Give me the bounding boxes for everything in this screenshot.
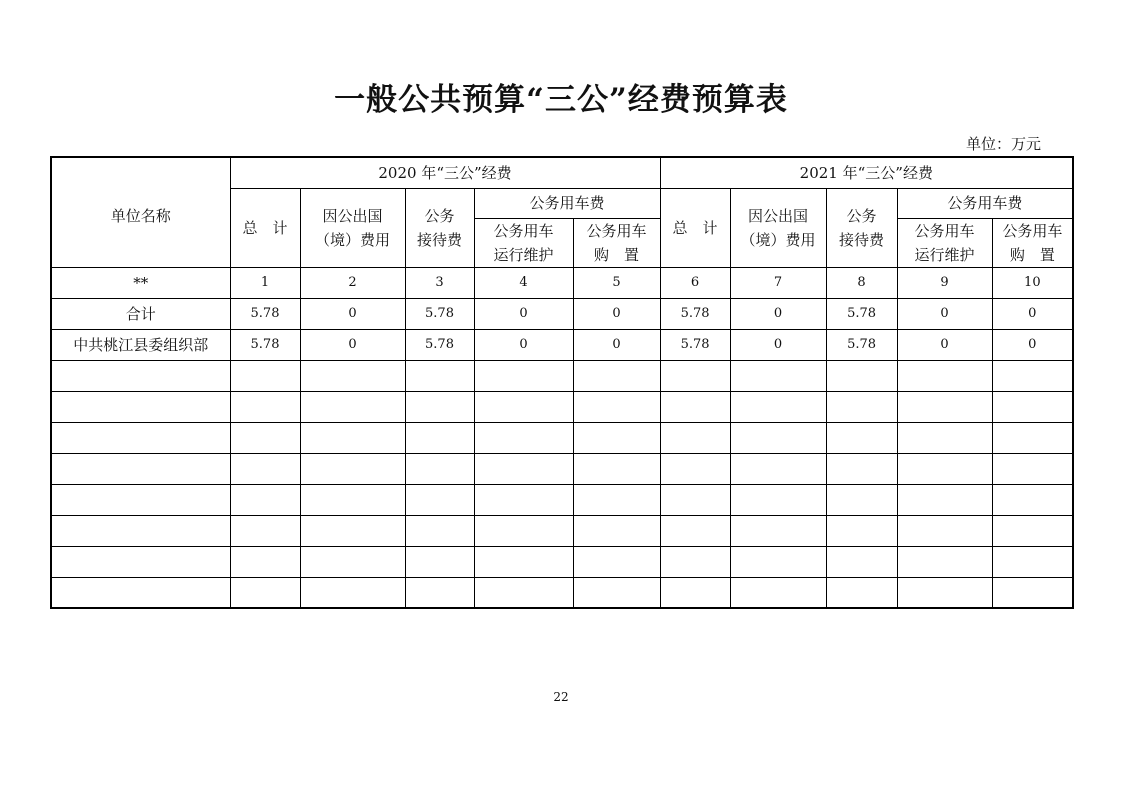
empty-row — [51, 546, 1073, 577]
table-cell — [300, 484, 405, 515]
table-row — [51, 298, 1073, 329]
vehicle-buy-2020-l1: 公务用车 — [586, 221, 647, 240]
vehicle-buy-2020-l2: 购 置 — [594, 245, 640, 264]
table-cell: 0 — [300, 329, 405, 360]
row-label-cell — [51, 577, 230, 608]
table-cell: 7 — [730, 267, 826, 298]
table-cell: 0 — [992, 329, 1073, 360]
vehicle-op-2020-l1: 公务用车 — [493, 221, 554, 240]
table-cell — [992, 422, 1073, 453]
abroad-header-2021-l1: 因公出国 — [748, 206, 809, 225]
table-cell: 0 — [730, 298, 826, 329]
table-cell — [826, 577, 897, 608]
table-cell — [730, 360, 826, 391]
table-cell — [730, 484, 826, 515]
table-cell: 5.78 — [405, 298, 474, 329]
table-cell — [660, 422, 730, 453]
group-2020-header: 2020 年“三公”经费 — [230, 157, 660, 188]
table-cell: 5.78 — [826, 329, 897, 360]
table-cell: 5.78 — [405, 329, 474, 360]
row-label-cell — [51, 546, 230, 577]
table-cell — [573, 453, 660, 484]
table-cell — [992, 577, 1073, 608]
table-cell — [826, 453, 897, 484]
table-cell — [405, 360, 474, 391]
table-cell — [730, 515, 826, 546]
table-cell: 1 — [230, 267, 300, 298]
table-cell — [826, 484, 897, 515]
table-cell: 5.78 — [660, 298, 730, 329]
reception-header-2020-l2: 接待费 — [416, 230, 462, 249]
budget-table — [50, 156, 1074, 609]
table-cell — [992, 546, 1073, 577]
table-cell — [573, 391, 660, 422]
table-cell — [405, 453, 474, 484]
table-cell — [897, 360, 992, 391]
empty-row — [51, 422, 1073, 453]
table-cell — [573, 577, 660, 608]
row-label-cell — [51, 484, 230, 515]
table-cell: 10 — [992, 267, 1073, 298]
table-cell — [474, 546, 573, 577]
table-cell — [474, 484, 573, 515]
table-cell — [474, 453, 573, 484]
table-cell — [660, 453, 730, 484]
vehicle-header-2021: 公务用车费 — [897, 188, 1073, 218]
table-cell — [300, 453, 405, 484]
table-cell: 0 — [992, 298, 1073, 329]
table-cell — [573, 484, 660, 515]
table-cell — [405, 391, 474, 422]
row-label-cell: 中共桃江县委组织部 — [51, 329, 230, 360]
header-row-1 — [51, 157, 1073, 188]
vehicle-buy-header-2021 — [992, 218, 1073, 267]
abroad-header-2020 — [300, 188, 405, 267]
table-cell — [573, 546, 660, 577]
table-cell — [826, 360, 897, 391]
table-cell — [300, 422, 405, 453]
vehicle-header-2020: 公务用车费 — [474, 188, 660, 218]
table-cell — [405, 546, 474, 577]
table-cell: 0 — [474, 298, 573, 329]
table-cell — [230, 515, 300, 546]
table-cell — [300, 391, 405, 422]
reception-header-2020 — [405, 188, 474, 267]
table-cell — [730, 422, 826, 453]
table-cell — [826, 515, 897, 546]
table-cell: 9 — [897, 267, 992, 298]
row-label-cell — [51, 515, 230, 546]
table-cell — [573, 422, 660, 453]
table-cell — [897, 515, 992, 546]
table-cell — [405, 422, 474, 453]
table-cell — [474, 391, 573, 422]
table-cell — [730, 391, 826, 422]
empty-row — [51, 453, 1073, 484]
abroad-header-2020-l1: 因公出国 — [322, 206, 383, 225]
table-cell — [660, 577, 730, 608]
table-cell — [405, 515, 474, 546]
group-2021-header: 2021 年“三公”经费 — [660, 157, 1073, 188]
table-cell — [992, 360, 1073, 391]
empty-row — [51, 484, 1073, 515]
empty-row — [51, 360, 1073, 391]
table-cell — [300, 360, 405, 391]
table-cell: 4 — [474, 267, 573, 298]
table-cell: 0 — [474, 329, 573, 360]
table-cell: 6 — [660, 267, 730, 298]
table-cell — [300, 546, 405, 577]
empty-row — [51, 515, 1073, 546]
table-cell — [230, 577, 300, 608]
table-cell: 5.78 — [230, 298, 300, 329]
table-cell — [897, 546, 992, 577]
total-header-2020: 总 计 — [230, 188, 300, 267]
abroad-header-2021 — [730, 188, 826, 267]
row-label-cell — [51, 360, 230, 391]
reception-header-2020-l1: 公务 — [424, 206, 455, 225]
table-cell — [730, 453, 826, 484]
table-cell: 0 — [897, 329, 992, 360]
total-header-2021: 总 计 — [660, 188, 730, 267]
row-label-cell: 合计 — [51, 298, 230, 329]
table-cell: 5.78 — [230, 329, 300, 360]
table-cell — [992, 453, 1073, 484]
table-cell: 5.78 — [660, 329, 730, 360]
table-cell — [230, 422, 300, 453]
table-cell — [474, 422, 573, 453]
unit-label: 单位：万元 — [966, 135, 1042, 153]
reception-header-2021-l1: 公务 — [846, 206, 877, 225]
table-cell: 0 — [730, 329, 826, 360]
table-cell — [230, 360, 300, 391]
table-cell: 0 — [573, 298, 660, 329]
table-cell: 0 — [897, 298, 992, 329]
table-cell — [405, 577, 474, 608]
row-label-cell — [51, 453, 230, 484]
table-cell: 5.78 — [826, 298, 897, 329]
reception-header-2021-l2: 接待费 — [839, 230, 885, 249]
table-cell — [230, 453, 300, 484]
table-cell — [897, 577, 992, 608]
table-cell — [230, 391, 300, 422]
table-cell — [826, 546, 897, 577]
empty-row — [51, 391, 1073, 422]
table-cell — [660, 360, 730, 391]
abroad-header-2020-l2: （境）费用 — [314, 230, 390, 249]
table-cell — [730, 577, 826, 608]
table-cell — [992, 391, 1073, 422]
table-cell: 8 — [826, 267, 897, 298]
page-title: 一般公共预算“三公”经费预算表 — [334, 82, 788, 118]
table-cell — [474, 360, 573, 391]
vehicle-buy-2021-l1: 公务用车 — [1002, 221, 1063, 240]
index-row — [51, 267, 1073, 298]
table-cell — [660, 484, 730, 515]
table-cell — [573, 515, 660, 546]
table-cell — [660, 546, 730, 577]
vehicle-op-header-2020 — [474, 218, 573, 267]
table-cell — [573, 360, 660, 391]
table-cell — [405, 484, 474, 515]
vehicle-op-2021-l1: 公务用车 — [914, 221, 975, 240]
table-row — [51, 329, 1073, 360]
table-cell — [474, 577, 573, 608]
table-cell — [897, 422, 992, 453]
table-cell — [992, 484, 1073, 515]
table-cell: 5 — [573, 267, 660, 298]
table-cell: 0 — [573, 329, 660, 360]
unit-name-header: 单位名称 — [51, 157, 230, 267]
table-cell — [230, 484, 300, 515]
table-cell — [474, 515, 573, 546]
abroad-header-2021-l2: （境）费用 — [740, 230, 816, 249]
table-cell — [826, 391, 897, 422]
table-cell — [826, 422, 897, 453]
row-label-cell — [51, 391, 230, 422]
vehicle-buy-header-2020 — [573, 218, 660, 267]
table-cell — [230, 546, 300, 577]
vehicle-op-2021-l2: 运行维护 — [914, 245, 975, 264]
row-label-cell — [51, 422, 230, 453]
vehicle-op-header-2021 — [897, 218, 992, 267]
vehicle-buy-2021-l2: 购 置 — [1009, 245, 1055, 264]
table-cell — [992, 515, 1073, 546]
empty-row — [51, 577, 1073, 608]
row-label-cell: ** — [51, 267, 230, 298]
vehicle-op-2020-l2: 运行维护 — [493, 245, 554, 264]
table-cell — [300, 577, 405, 608]
table-cell — [897, 453, 992, 484]
table-cell — [300, 515, 405, 546]
table-cell — [730, 546, 826, 577]
table-cell — [897, 391, 992, 422]
table-cell: 3 — [405, 267, 474, 298]
table-cell — [897, 484, 992, 515]
table-cell: 0 — [300, 298, 405, 329]
table-cell — [660, 515, 730, 546]
table-cell — [660, 391, 730, 422]
page-number: 22 — [553, 690, 569, 704]
reception-header-2021 — [826, 188, 897, 267]
table-cell: 2 — [300, 267, 405, 298]
